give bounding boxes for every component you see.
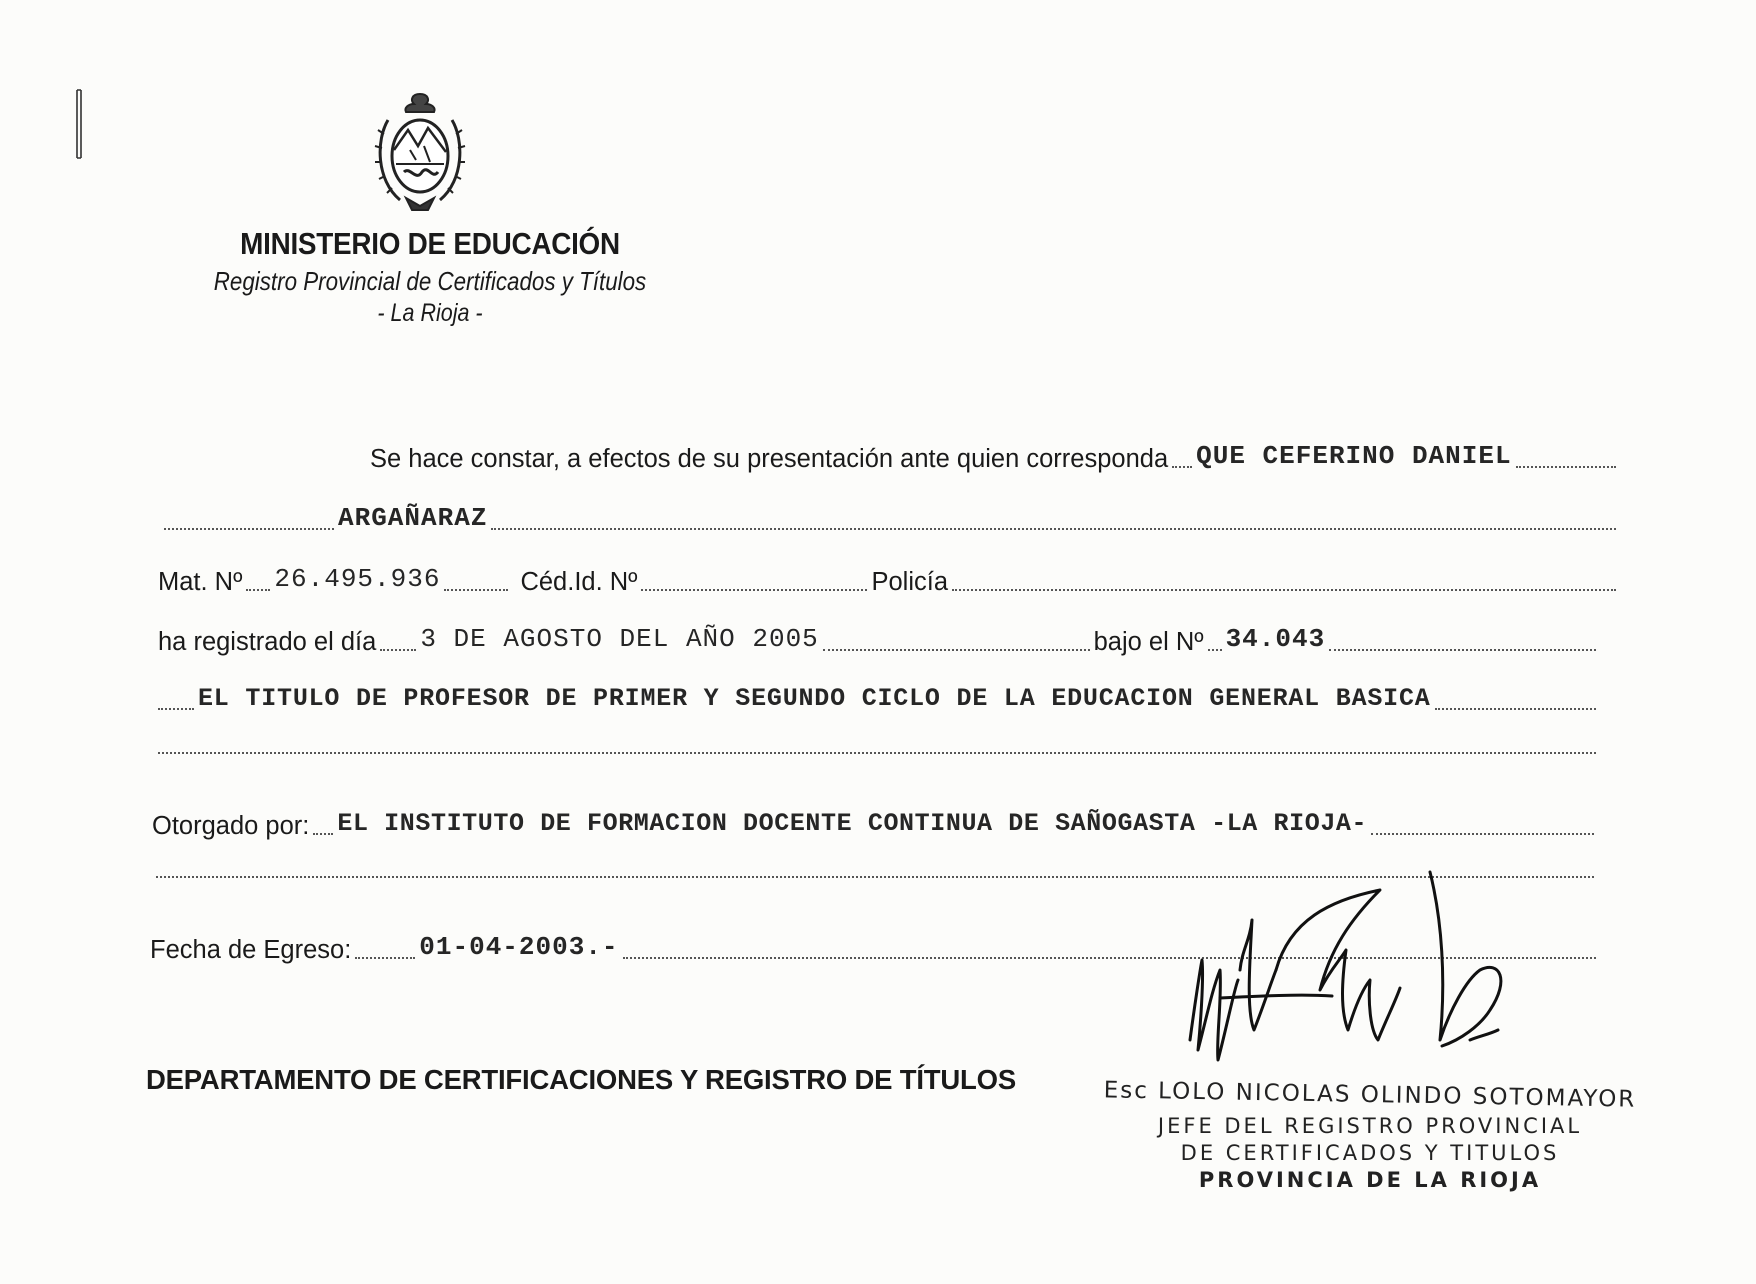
handwritten-signature	[1180, 860, 1600, 1100]
dotted-line	[246, 589, 270, 591]
intro-row	[370, 441, 1620, 475]
dotted-line	[491, 528, 1616, 530]
holder-name-part1: QUE CEFERINO DANIEL	[1196, 441, 1512, 471]
otorgado-value: EL INSTITUTO DE FORMACION DOCENTE CONTINUA DE SAÑOGASTA -LA RIOJA-	[337, 809, 1368, 838]
stamp-province: PROVINCIA DE LA RIOJA	[1198, 1168, 1542, 1192]
ced-label: Céd.Id. Nº	[520, 568, 638, 596]
dotted-line	[444, 589, 508, 591]
stamp-position: JEFE DEL REGISTRO PROVINCIAL	[1157, 1114, 1583, 1138]
dotted-line	[1516, 466, 1616, 468]
department-label: DEPARTAMENTO DE CERTIFICACIONES Y REGISTRO DE TÍTULOS	[146, 1064, 1016, 1095]
title-value: EL TITULO DE PROFESOR DE PRIMER Y SEGUNDO CICLO DE LA EDUCACION GENERAL BASICA	[198, 684, 1431, 713]
dotted-line	[1371, 833, 1594, 835]
ministry-title: MINISTERIO DE EDUCACIÓN	[240, 226, 620, 261]
dotted-line	[380, 649, 416, 651]
dotted-line	[158, 708, 194, 710]
dotted-line	[1329, 649, 1596, 651]
coat-of-arms-icon	[370, 90, 470, 218]
dotted-line	[158, 752, 1596, 754]
registered-label: ha registrado el día	[158, 628, 377, 656]
margin-mark	[74, 88, 84, 162]
mat-label: Mat. Nº	[158, 568, 243, 596]
name-row	[160, 503, 1620, 537]
dotted-line	[1208, 649, 1222, 651]
egreso-value: 01-04-2003.-	[419, 932, 619, 962]
registered-row	[158, 624, 1600, 658]
mat-value: 26.495.936	[274, 564, 441, 594]
dotted-line	[1172, 466, 1192, 468]
dotted-line	[641, 589, 867, 591]
bajo-label: bajo el Nº	[1093, 628, 1204, 656]
otorgado-label: Otorgado por:	[152, 812, 310, 840]
stamp-office: DE CERTIFICADOS Y TITULOS	[1180, 1141, 1560, 1165]
otorgado-row	[152, 809, 1598, 842]
dotted-line	[164, 528, 334, 530]
stamp-signer-name: Esc LOLO NICOLAS OLINDO SOTOMAYOR	[1103, 1077, 1637, 1113]
dotted-line	[355, 957, 415, 959]
blank-row	[154, 752, 1600, 761]
egreso-label: Fecha de Egreso:	[150, 936, 352, 964]
policia-label: Policía	[871, 568, 949, 596]
bajo-value: 34.043	[1225, 624, 1326, 654]
holder-name-part2: ARGAÑARAZ	[338, 503, 488, 533]
intro-label: Se hace constar, a efectos de su presentación ante quien corresponda	[370, 445, 1169, 473]
dotted-line	[823, 649, 1090, 651]
province-subtitle: - La Rioja -	[377, 299, 483, 327]
dotted-line	[1435, 708, 1596, 710]
title-row	[154, 684, 1600, 717]
dotted-line	[313, 833, 333, 835]
id-row	[158, 564, 1620, 598]
dotted-line	[952, 589, 1616, 591]
registered-date: 3 DE AGOSTO DEL AÑO 2005	[420, 624, 819, 654]
registry-subtitle: Registro Provincial de Certificados y Títulos	[213, 266, 647, 296]
